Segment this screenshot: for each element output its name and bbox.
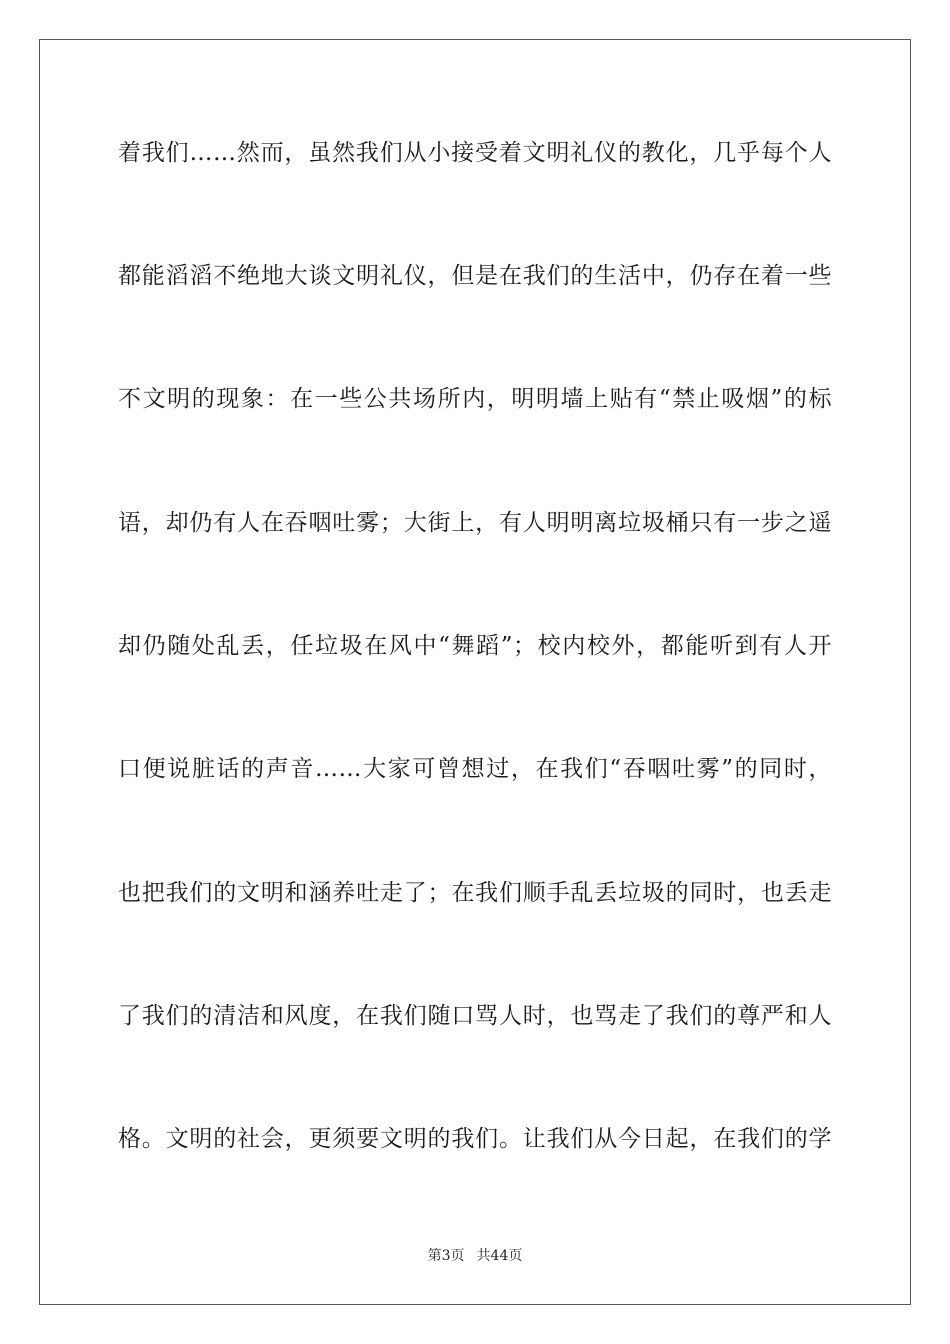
page-number: 第3页 [427,1248,465,1264]
text-line-5: 却仍随处乱丢，任垃圾在风中“舞蹈”；校内校外，都能听到有人开 [118,633,832,659]
text-line-1: 着我们……然而，虽然我们从小接受着文明礼仪的教化，几乎每个人 [118,140,832,166]
text-line-4: 语，却仍有人在吞咽吐雾；大街上，有人明明离垃圾桶只有一步之遥 [118,510,832,536]
text-line-2: 都能滔滔不绝地大谈文明礼仪，但是在我们的生活中，仍存在着一些 [118,263,832,289]
page-footer [0,1244,950,1268]
text-line-6: 口便说脏话的声音……大家可曾想过，在我们“吞咽吐雾”的同时， [118,756,832,782]
text-line-8: 了我们的清洁和风度，在我们随口骂人时，也骂走了我们的尊严和人 [118,1003,832,1029]
text-line-9: 格。文明的社会，更须要文明的我们。让我们从今日起，在我们的学 [118,1126,832,1152]
text-line-3: 不文明的现象：在一些公共场所内，明明墙上贴有“禁止吸烟”的标 [118,386,832,412]
text-line-7: 也把我们的文明和涵养吐走了；在我们顺手乱丢垃圾的同时，也丢走 [118,880,832,906]
page-total: 共44页 [476,1248,523,1264]
page-border [39,39,911,1305]
